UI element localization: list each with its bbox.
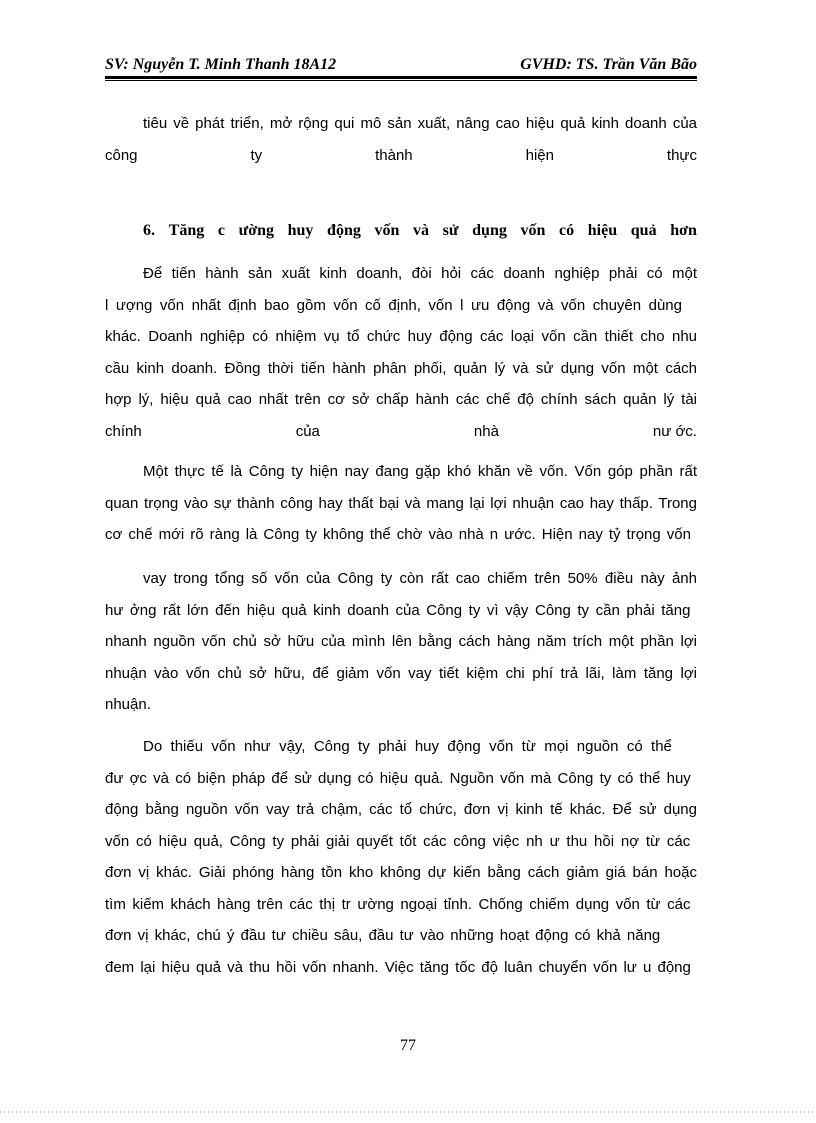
paragraph-3 <box>105 563 697 721</box>
word: công <box>105 146 138 164</box>
paragraph-line: cơ chế mới rõ ràng là Công ty không thể chờ vào nhà n ước. Hiện nay tỷ trọng vốn <box>105 526 691 543</box>
word: nư ớc. <box>652 422 697 440</box>
header-rule <box>105 76 697 81</box>
heading-word: huy <box>287 222 314 239</box>
paragraph-line: đơn vị khác. Giải phóng hàng tồn kho không dự kiến bằng cách giảm giá bán hoặc <box>105 864 697 881</box>
header-supervisor: GVHD: TS. Trần Văn Bão <box>520 56 697 73</box>
heading-word: vốn <box>520 222 546 239</box>
paragraph-1 <box>105 258 697 447</box>
heading-word: có <box>559 222 575 239</box>
paragraph-line: khác. Doanh nghiệp có nhiệm vụ tổ chức huy động các loại vốn cần thiết cho nhu <box>105 328 697 345</box>
heading-word: c <box>217 222 225 239</box>
heading-word: quả <box>630 222 657 239</box>
paragraph-line: l ượng vốn nhất định bao gồm vốn cố định, vốn l ưu động và vốn chuyên dùng <box>105 296 682 314</box>
word: ty <box>250 146 263 164</box>
section-heading <box>143 222 697 240</box>
paragraph-line: nhuận. <box>105 696 151 713</box>
paragraph-line: đơn vị khác, chú ý đầu tư chiều sâu, đầu tư vào những hoạt động có khả năng <box>105 927 661 944</box>
continuation-line-2 <box>105 140 697 172</box>
paragraph-line: Một thực tế là Công ty hiện nay đang gặp khó khăn về vốn. Vốn góp phần rất <box>143 463 697 480</box>
heading-word: ường <box>238 222 274 239</box>
paragraph-line: tìm kiếm khách hàng trên các thị tr ường ngoại tỉnh. Chống chiếm dụng vốn từ các <box>105 895 691 913</box>
paragraph-line: nhanh nguồn vốn chủ sở hữu của mình lên bằng cách hàng năm trích một phần lợi <box>105 633 697 650</box>
word: thực <box>666 146 697 164</box>
continuation-block <box>105 108 697 171</box>
heading-word: dụng <box>472 222 507 239</box>
word: hiện <box>525 146 554 164</box>
paragraph-line: đem lại hiệu quả và thu hồi vốn nhanh. Việc tăng tốc độ luân chuyển vốn lư u động <box>105 958 691 976</box>
paragraph-line: vốn có hiệu quả, Công ty phải giải quyết tốt các công việc nh ư thu hồi nợ từ các <box>105 832 691 850</box>
paragraph-line: động bằng nguồn vốn vay trả chậm, các tổ chức, đơn vị kinh tế khác. Để sử dụng <box>105 801 697 818</box>
page-number: 77 <box>400 1037 416 1054</box>
paragraph-last-line <box>105 416 697 448</box>
header-student: SV: Nguyễn T. Minh Thanh 18A12 <box>105 56 337 73</box>
word: thành <box>375 146 413 164</box>
paragraph-line: đư ợc và có biện pháp để sử dụng có hiệu quả. Nguồn vốn mà Công ty có thể huy <box>105 769 691 787</box>
paragraph-line: Do thiếu vốn như vậy, Công ty phải huy động vốn từ mọi nguồn có thể <box>143 738 672 755</box>
page-header <box>105 50 697 74</box>
paragraph-line: Để tiến hành sản xuất kinh doanh, đòi hỏi các doanh nghiệp phải có một <box>143 265 697 282</box>
word: nhà <box>473 422 499 440</box>
heading-word: động <box>327 222 361 239</box>
heading-word: hơn <box>670 222 697 239</box>
heading-word: hiệu <box>587 222 618 239</box>
footer-dotted-line <box>0 1111 816 1113</box>
heading-word: sử <box>442 222 459 239</box>
continuation-line-1: tiêu về phát triển, mở rộng qui mô sản xuất, nâng cao hiệu quả kinh doanh của <box>143 115 697 132</box>
heading-word: Tăng <box>168 222 205 239</box>
paragraph-line: quan trọng vào sự thành công hay thất bại và mang lại lợi nhuận cao hay thấp. Trong <box>105 494 697 512</box>
word: chính <box>105 422 142 440</box>
paragraph-2 <box>105 456 697 551</box>
paragraph-line: vay trong tổng số vốn của Công ty còn rất cao chiếm trên 50% điều này ảnh <box>143 570 697 587</box>
paragraph-line: hợp lý, hiệu quả cao nhất trên cơ sở chấp hành các chế độ chính sách quản lý tài <box>105 391 697 408</box>
paragraph-line: hư ởng rất lớn đến hiệu quả kinh doanh của Công ty vì vậy Công ty cần phải tăng <box>105 601 691 619</box>
word: của <box>295 422 320 440</box>
heading-word: và <box>413 222 430 239</box>
paragraph-line: cầu kinh doanh. Đồng thời tiến hành phân phối, quản lý và sử dụng vốn một cách <box>105 359 697 377</box>
paragraph-4 <box>105 731 697 983</box>
heading-word: vốn <box>374 222 400 239</box>
paragraph-line: nhuận vào vốn chủ sở hữu, để giảm vốn vay tiết kiệm chi phí trả lãi, làm tăng lợi <box>105 664 697 682</box>
heading-word: 6. <box>143 222 155 239</box>
